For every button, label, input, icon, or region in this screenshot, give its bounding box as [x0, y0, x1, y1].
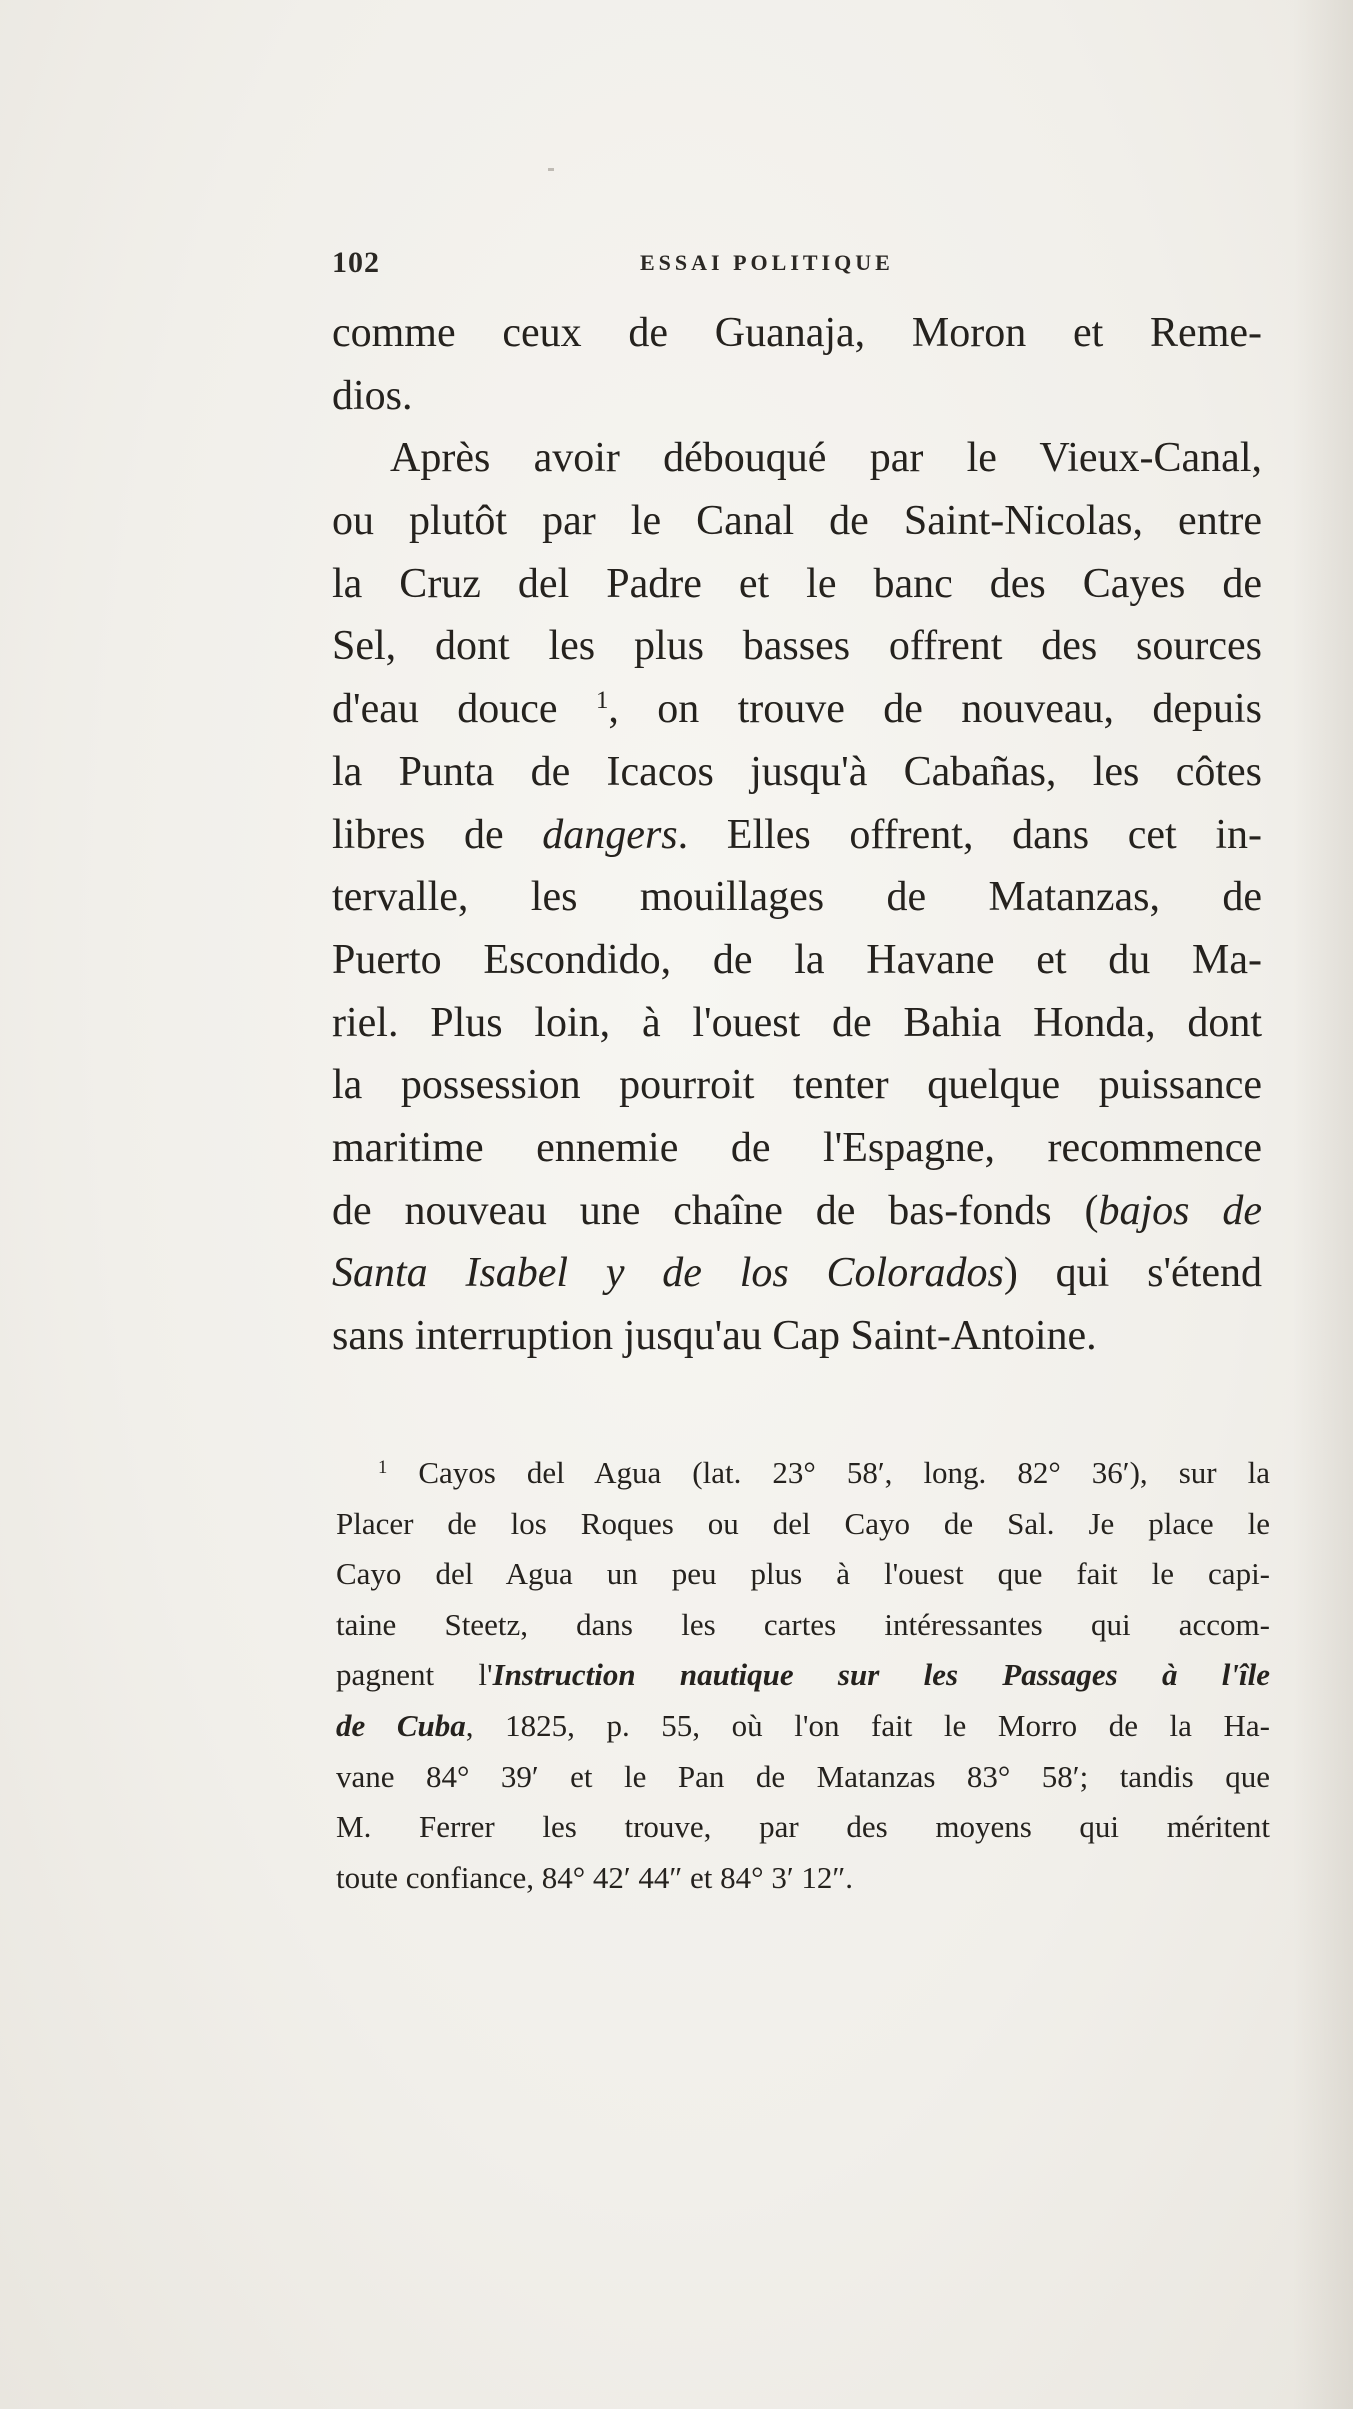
italic-title: Instruction nautique sur les Passages à l'île [492, 1657, 1270, 1693]
body-text-segment: . Elles offrent, dans cet in- [677, 811, 1263, 858]
italic-term: bajos de [1098, 1187, 1263, 1234]
body-text [332, 302, 1262, 1368]
footnote-line: M. Ferrer les trouve, par des moyens qui méritent [336, 1809, 1270, 1845]
body-line: la Punta de Icacos jusqu'à Cabañas, les côtes [332, 748, 1262, 795]
body-line: Après avoir débouqué par le Vieux-Canal, [390, 435, 1262, 482]
running-title: ESSAI POLITIQUE [640, 250, 894, 275]
body-text-segment: libres de [332, 811, 504, 858]
paper-speck [548, 168, 554, 171]
body-line: dios. [332, 372, 413, 419]
footnote-text-segment: pagnent l' [336, 1657, 493, 1693]
italic-title: de Cuba [336, 1707, 466, 1743]
body-line [332, 678, 1262, 741]
footnote-line: toute confiance, 84° 42′ 44″ et 84° 3′ 12″. [336, 1859, 854, 1895]
body-line: la possession pourroit tenter quelque puissance [332, 1062, 1262, 1109]
body-line [332, 804, 1262, 867]
footnote-text-segment: , 1825, p. 55, où l'on fait le Morro de la Ha- [465, 1707, 1270, 1743]
footnote-line: taine Steetz, dans les cartes intéressantes qui accom- [336, 1606, 1270, 1642]
italic-term: Santa Isabel y de los Colorados [332, 1250, 1004, 1297]
body-line: Puerto Escondido, de la Havane et du Ma- [332, 936, 1262, 983]
body-line: maritime ennemie de l'Espagne, recommence [332, 1124, 1262, 1171]
footnote-line: Placer de los Roques ou del Cayo de Sal. Je place le [336, 1505, 1270, 1541]
body-line [332, 1242, 1262, 1305]
footnote-line [336, 1650, 1270, 1701]
footnote-marker: 1 [378, 1456, 388, 1478]
body-line: la Cruz del Padre et le banc des Cayes de [332, 560, 1262, 607]
body-line: comme ceux de Guanaja, Moron et Reme- [332, 310, 1262, 356]
body-text-segment: d'eau douce [332, 686, 558, 733]
italic-term: dangers [542, 811, 678, 858]
page-header [332, 246, 1262, 286]
page-number: 102 [332, 246, 380, 279]
footnote-reference: 1 [595, 687, 609, 715]
footnote-line [336, 1701, 1270, 1752]
footnote [336, 1448, 1270, 1903]
body-line [332, 1180, 1262, 1243]
body-line: tervalle, les mouillages de Matanzas, de [332, 874, 1262, 921]
body-line: sans interruption jusqu'au Cap Saint-Antoine. [332, 1313, 1097, 1359]
gutter-shadow [1293, 0, 1353, 2409]
body-line: riel. Plus loin, à l'ouest de Bahia Honda, dont [332, 999, 1262, 1046]
body-text-segment: ) qui s'étend [1003, 1250, 1262, 1297]
footnote-line: vane 84° 39′ et le Pan de Matanzas 83° 58′; tandis que [336, 1758, 1270, 1794]
body-text-segment: , on trouve de nouveau, depuis [608, 686, 1262, 733]
footnote-text-segment: Cayos del Agua (lat. 23° 58′, long. 82° 36′), sur la [418, 1455, 1271, 1490]
body-line: ou plutôt par le Canal de Saint-Nicolas, entre [332, 498, 1262, 545]
footnote-line [336, 1448, 1270, 1499]
body-line: Sel, dont les plus basses offrent des sources [332, 623, 1262, 670]
footnote-line: Cayo del Agua un peu plus à l'ouest que fait le capi- [336, 1556, 1270, 1592]
body-text-segment: de nouveau une chaîne de bas-fonds ( [332, 1187, 1099, 1234]
